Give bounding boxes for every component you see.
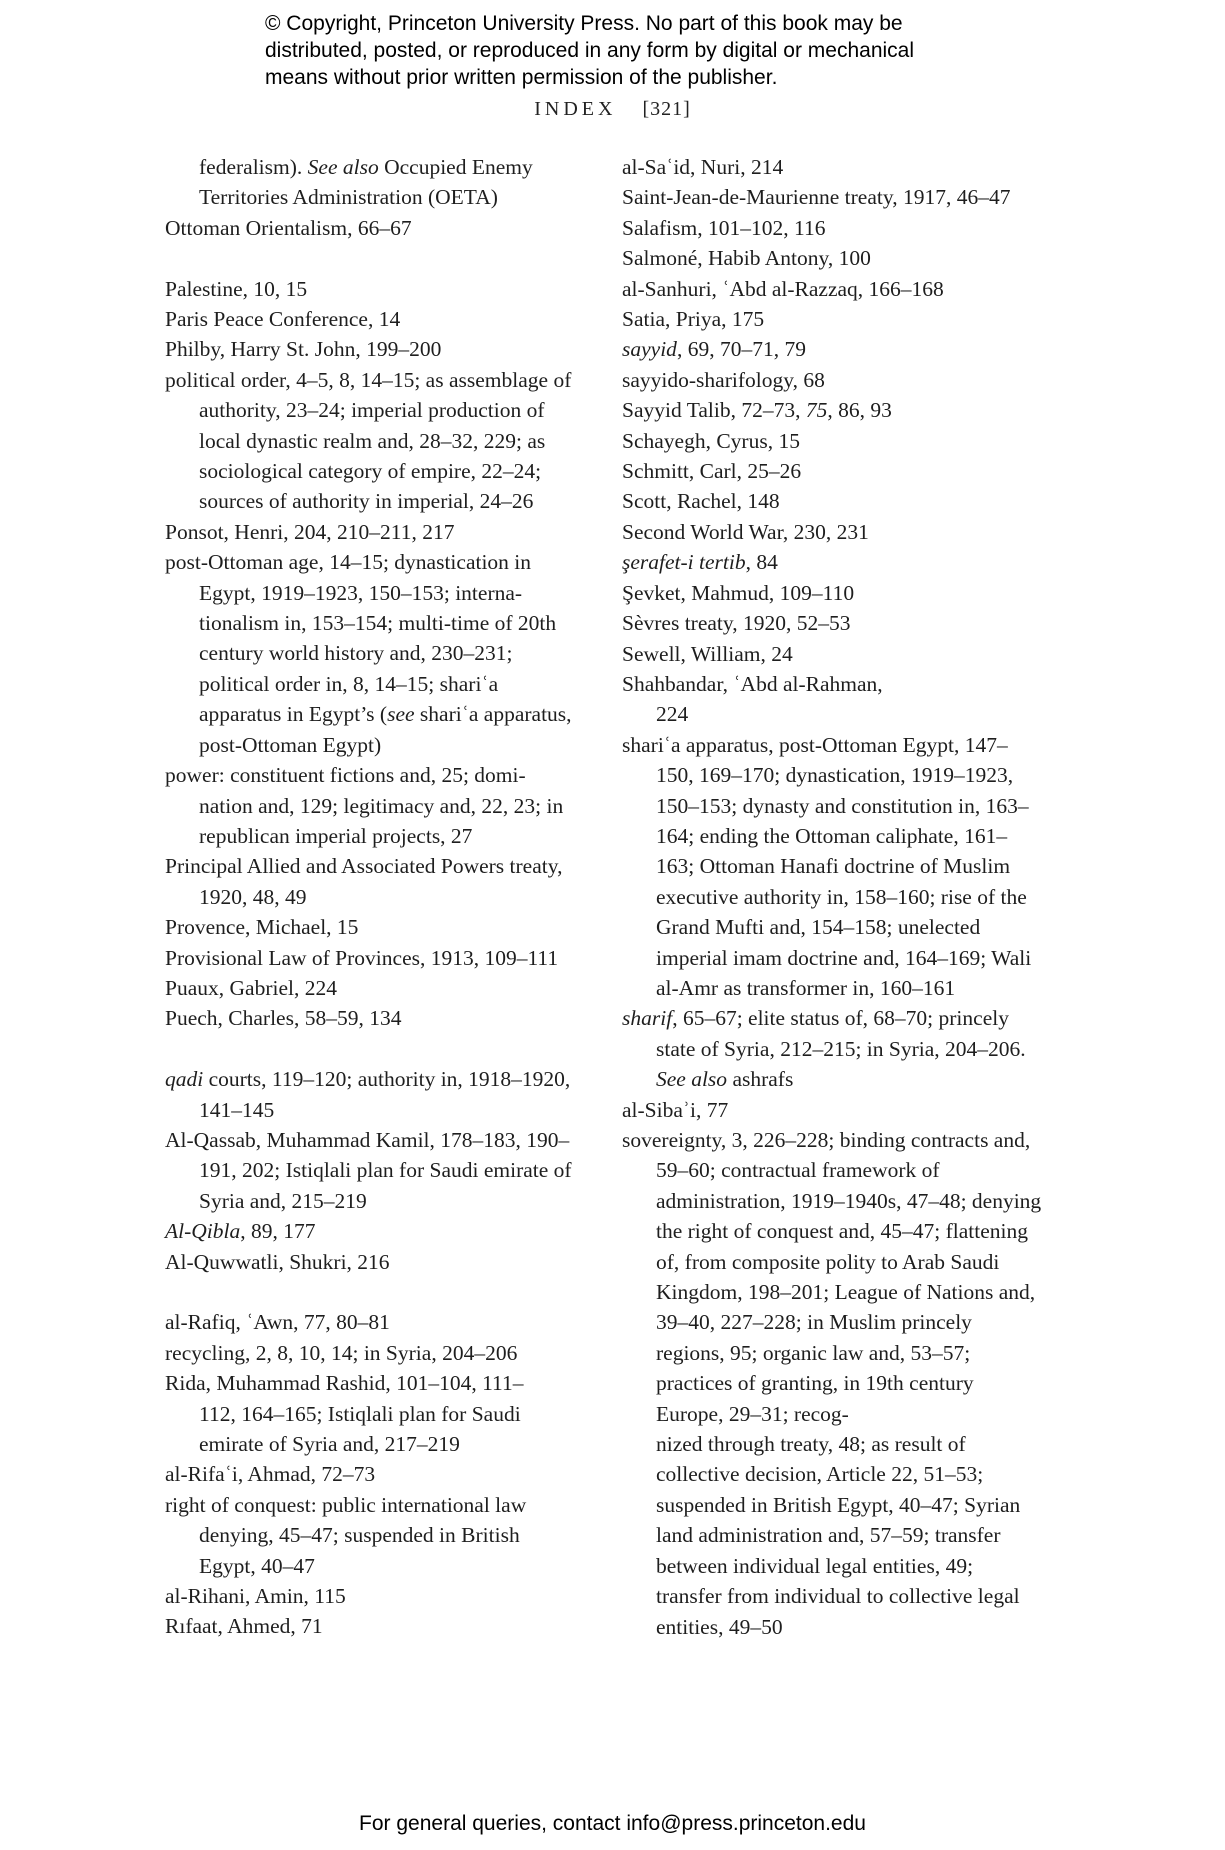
index-entry: Sayyid Talib, 72–73, 75, 86, 93 xyxy=(622,398,892,423)
index-entry: Paris Peace Conference, 14 xyxy=(165,307,401,332)
index-entry: Al-Quwwatli, Shukri, 216 xyxy=(165,1249,390,1274)
index-entry: qadi courts, 119–120; authority in, 1918–1920, 141–145 xyxy=(165,1067,571,1122)
index-entry: Puaux, Gabriel, 224 xyxy=(165,975,337,1000)
index-entry: sayyid, 69, 70–71, 79 xyxy=(622,337,806,362)
index-entry: Principal Allied and Associated Powers treaty, 1920, 48, 49 xyxy=(165,854,563,909)
index-entry: Shahbandar, ʿAbd al-Rahman, 224 xyxy=(622,671,883,727)
index-entry: al-Rihani, Amin, 115 xyxy=(165,1584,346,1609)
index-entry: Satia, Priya, 175 xyxy=(622,307,765,332)
index-entry: Salafism, 101–102, 116 xyxy=(622,215,826,240)
index-entry: Schayegh, Cyrus, 15 xyxy=(622,428,800,453)
index-entry: federalism). See also Occupied Enemy Territories Administration (OETA) xyxy=(199,155,533,210)
index-entry: Ponsot, Henri, 204, 210–211, 217 xyxy=(165,519,455,544)
index-entry: Second World War, 230, 231 xyxy=(622,519,869,544)
index-entry: Puech, Charles, 58–59, 134 xyxy=(165,1006,402,1031)
index-entry: sayyido-sharifology, 68 xyxy=(622,367,825,392)
index-entry: Ottoman Orientalism, 66–67 xyxy=(165,215,412,240)
index-entry: post-Ottoman age, 14–15; dynastication in Egypt, 1919–1923, 150–153; interna- tionalism in, 153–154; multi-time of 20th century world history and, 230–231; political order in, 8, 14–15; shariʿa apparatus in Egypt’s (see shariʿa apparatus, post-Ottoman Egypt) xyxy=(165,550,572,757)
index-entry: al-Sanhuri, ʿAbd al-Razzaq, 166–168 xyxy=(622,276,944,301)
index-entry: power: constituent fictions and, 25; domi- nation and, 129; legitimacy and, 22, 23; in republican imperial projects, 27 xyxy=(165,763,564,848)
running-head-title: INDEX xyxy=(534,98,617,120)
index-entry: Philby, Harry St. John, 199–200 xyxy=(165,337,442,362)
running-head xyxy=(0,98,1225,121)
letter-group-gap xyxy=(165,1034,580,1064)
index-entry: Provisional Law of Provinces, 1913, 109–111 xyxy=(165,945,559,970)
index-entry: Rida, Muhammad Rashid, 101–104, 111– 112, 164–165; Istiqlali plan for Saudi emirate of Syria and, 217–219 xyxy=(165,1371,524,1457)
index-entry: şerafet-i tertib, 84 xyxy=(622,550,778,575)
index-entry: al-Rifaʿi, Ahmad, 72–73 xyxy=(165,1462,376,1487)
index-column-left xyxy=(165,152,580,1642)
index-entry: al-Sibaʾi, 77 xyxy=(622,1097,729,1122)
copyright-line-1: © Copyright, Princeton University Press. No part of this book may be xyxy=(265,12,903,35)
index-column-right xyxy=(622,152,1042,1642)
index-entry: political order, 4–5, 8, 14–15; as assemblage of authority, 23–24; imperial production of local dynastic realm and, 28–32, 229; as sociological category of empire, 22–24; sources of authority in imperial, 24–26 xyxy=(165,367,572,514)
page-number: [321] xyxy=(642,98,691,120)
letter-group-gap xyxy=(165,243,580,273)
index-entry: Al-Qassab, Muhammad Kamil, 178–183, 190–191, 202; Istiqlali plan for Saudi emirate of Syria and, 215–219 xyxy=(165,1127,572,1213)
copyright-line-2: distributed, posted, or reproduced in any form by digital or mechanical xyxy=(265,39,915,62)
letter-group-gap xyxy=(165,1277,580,1307)
index-entry: Palestine, 10, 15 xyxy=(165,276,308,301)
copyright-line-3: means without prior written permission of the publisher. xyxy=(265,66,778,89)
index-entry: Scott, Rachel, 148 xyxy=(622,489,780,514)
index-entry: Provence, Michael, 15 xyxy=(165,915,359,940)
footer-contact: For general queries, contact info@press.princeton.edu xyxy=(359,1812,866,1835)
index-entry: Şevket, Mahmud, 109–110 xyxy=(622,580,855,605)
index-entry: Sewell, William, 24 xyxy=(622,641,793,666)
index-entry: Saint-Jean-de-Maurienne treaty, 1917, 46–47 xyxy=(622,185,1011,210)
index-entry: Schmitt, Carl, 25–26 xyxy=(622,459,802,484)
index-entry: sovereignty, 3, 226–228; binding contracts and, 59–60; contractual framework of administration, 1919–1940s, 47–48; denying the right of conquest and, 45–47; flattening of, from composite polity to Arab Saudi Kingdom, 198–201; League of Nations and, 39–40, 227–228; in Muslim princely regions, 95; organic law and, 53–57; practices of granting, in 19th century Europe, 29–31; recog- nized through treaty, 48; as result of collective decision, Article 22, 51–53; suspended in British Egypt, 40–47; Syrian land administration and, 57–59; transfer between individual legal entities, 49; transfer from individual to collective legal entities, 49–50 xyxy=(622,1128,1042,1639)
index-entry: Rıfaat, Ahmed, 71 xyxy=(165,1614,323,1639)
copyright-notice xyxy=(265,10,1025,91)
index-entry: recycling, 2, 8, 10, 14; in Syria, 204–206 xyxy=(165,1340,518,1365)
index-entry: al-Rafiq, ʿAwn, 77, 80–81 xyxy=(165,1310,390,1335)
index-entry: shariʿa apparatus, post-Ottoman Egypt, 147–150, 169–170; dynastication, 1919–1923, 150–153; dynasty and constitution in, 163–164; ending the Ottoman caliphate, 161–163; Ottoman Hanafi doctrine of Muslim executive authority in, 158–160; rise of the Grand Mufti and, 154–158; unelected imperial imam doctrine and, 164–169; Wali al-Amr as transformer in, 160–161 xyxy=(622,732,1032,1000)
index-entry: Salmoné, Habib Antony, 100 xyxy=(622,246,871,271)
index-entry: right of conquest: public international law denying, 45–47; suspended in British Egypt, 40–47 xyxy=(165,1492,527,1578)
index-entry: al-Saʿid, Nuri, 214 xyxy=(622,155,784,179)
index-entry: Al-Qibla, 89, 177 xyxy=(165,1219,316,1244)
index-entry: sharif, 65–67; elite status of, 68–70; princely state of Syria, 212–215; in Syria, 204–206. See also ashrafs xyxy=(622,1006,1026,1092)
index-entry: Sèvres treaty, 1920, 52–53 xyxy=(622,611,851,636)
